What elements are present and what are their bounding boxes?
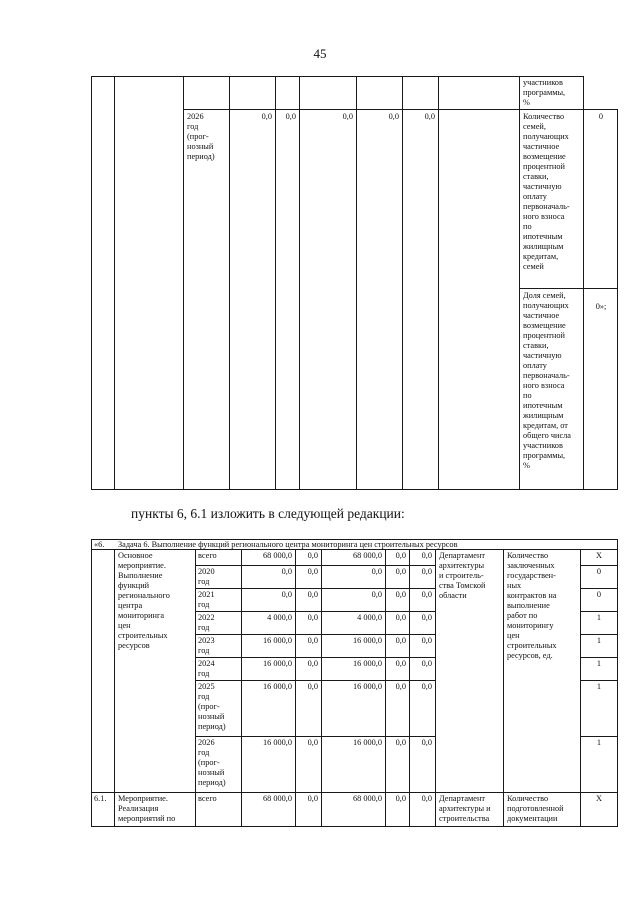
rule bbox=[583, 288, 618, 289]
rule bbox=[617, 539, 618, 827]
indicator-value: 0 bbox=[596, 590, 602, 599]
value-local: 0,0 bbox=[395, 551, 406, 560]
rule bbox=[583, 76, 584, 490]
indicator-continued: участников программы, % bbox=[523, 78, 566, 107]
rule bbox=[183, 109, 583, 110]
value-extra: 0,0 bbox=[421, 738, 432, 747]
page-number: 45 bbox=[313, 46, 327, 61]
value-total: 68 000,0 bbox=[262, 551, 292, 560]
year-cell: 2022 год bbox=[198, 613, 215, 632]
indicator-value: 1 bbox=[596, 659, 602, 668]
rule bbox=[195, 680, 435, 681]
value-total: 0,0 bbox=[281, 567, 292, 576]
task-number: «6. bbox=[94, 540, 105, 549]
value-federal: 0,0 bbox=[307, 551, 318, 560]
value-extra: 0,0 bbox=[421, 590, 432, 599]
year-cell: 2023 год bbox=[198, 636, 215, 655]
year-cell: 2021 год bbox=[198, 590, 215, 609]
value-local: 0,0 bbox=[395, 636, 406, 645]
rule bbox=[91, 826, 617, 827]
task-title: Задача 6. Выполнение функций регионального центра мониторинга цен строительных ресурсов bbox=[118, 540, 458, 549]
rule bbox=[195, 549, 196, 827]
value-total: 68 000,0 bbox=[262, 794, 292, 803]
value-federal: 0,0 bbox=[307, 794, 318, 803]
sub-event-title: Мероприятие. Реализация мероприятий по bbox=[118, 794, 176, 823]
rule bbox=[229, 76, 230, 490]
value-total: 0,0 bbox=[261, 112, 272, 121]
rule bbox=[275, 76, 276, 490]
rule bbox=[402, 76, 403, 490]
rule bbox=[617, 109, 618, 490]
rule bbox=[580, 611, 617, 612]
year-cell: 2020 год bbox=[198, 567, 215, 586]
value-regional: 68 000,0 bbox=[352, 551, 382, 560]
rule bbox=[519, 288, 583, 289]
sub-indicator: Количество подготовленной документации bbox=[507, 794, 564, 823]
indicator-value: 1 bbox=[596, 738, 602, 747]
value-regional: 4 000,0 bbox=[357, 613, 382, 622]
rule bbox=[241, 549, 242, 827]
value-regional: 16 000,0 bbox=[352, 738, 382, 747]
rule bbox=[580, 657, 617, 658]
rule bbox=[195, 657, 435, 658]
indicator-share: Доля семей, получающих частичное возмещение процентной ставки, частичную оплату первоначаль- ного взноса по ипотечным жилищным кредитам, от общего числа участников программы, % bbox=[523, 291, 571, 470]
value-federal: 0,0 bbox=[307, 613, 318, 622]
value-regional: 16 000,0 bbox=[352, 636, 382, 645]
value-federal: 0,0 bbox=[307, 659, 318, 668]
year-cell: всего bbox=[198, 794, 217, 803]
value-extra: 0,0 bbox=[421, 567, 432, 576]
sub-number: 6.1. bbox=[94, 794, 107, 803]
year-cell: 2025 год (прог- нозный период) bbox=[198, 682, 226, 731]
value-regional: 0,0 bbox=[371, 567, 382, 576]
rule bbox=[114, 549, 115, 827]
rule bbox=[580, 588, 617, 589]
main-event-title: Основное мероприятие. Выполнение функций регионального центра мониторинга цен строительных ресурсов bbox=[118, 551, 170, 650]
indicator-value: Х bbox=[596, 551, 602, 560]
instruction-text: пункты 6, 6.1 изложить в следующей редакции: bbox=[131, 506, 405, 521]
value-federal: 0,0 bbox=[307, 590, 318, 599]
rule bbox=[195, 634, 435, 635]
indicator-value: 1 bbox=[596, 636, 602, 645]
value-local: 0,0 bbox=[395, 659, 406, 668]
indicator-share-value: 0»; bbox=[595, 302, 607, 311]
indicator-cell: Количество заключенных государствен- ных контрактов на выполнение работ по мониторингу цен строительных ресурсов, ед. bbox=[507, 551, 557, 660]
rule bbox=[435, 549, 436, 827]
value-federal: 0,0 bbox=[307, 738, 318, 747]
value-total: 16 000,0 bbox=[262, 682, 292, 691]
value-extra: 0,0 bbox=[421, 659, 432, 668]
rule bbox=[295, 549, 296, 827]
value-federal: 0,0 bbox=[307, 682, 318, 691]
rule bbox=[580, 736, 617, 737]
value-regional: 16 000,0 bbox=[352, 659, 382, 668]
indicator-families-value: 0 bbox=[598, 112, 604, 121]
rule bbox=[385, 549, 386, 827]
value-federal: 0,0 bbox=[307, 636, 318, 645]
value-local: 0,0 bbox=[388, 112, 399, 121]
rule bbox=[356, 76, 357, 490]
rule bbox=[438, 76, 439, 490]
value-regional: 0,0 bbox=[342, 112, 353, 121]
value-regional: 16 000,0 bbox=[352, 682, 382, 691]
rule bbox=[195, 736, 435, 737]
rule bbox=[580, 565, 617, 566]
executor-cell: Департамент архитектуры и строитель- ства Томской области bbox=[439, 551, 486, 600]
sub-executor: Департамент архитектуры и строительства bbox=[439, 794, 491, 823]
indicator-value: Х bbox=[596, 794, 602, 803]
rule bbox=[580, 680, 617, 681]
indicator-families: Количество семей, получающих частичное возмещение процентной ставки, частичную оплату первоначаль- ного взноса по ипотечным жилищным кредитам, семей bbox=[523, 112, 570, 271]
rule bbox=[519, 76, 520, 490]
value-total: 16 000,0 bbox=[262, 636, 292, 645]
indicator-value: 1 bbox=[596, 682, 602, 691]
value-total: 4 000,0 bbox=[267, 613, 292, 622]
indicator-value: 0 bbox=[596, 567, 602, 576]
value-extra: 0,0 bbox=[421, 682, 432, 691]
year-cell: всего bbox=[198, 551, 217, 560]
rule bbox=[91, 792, 617, 793]
rule bbox=[195, 565, 435, 566]
rule bbox=[321, 549, 322, 827]
rule bbox=[583, 489, 618, 490]
value-local: 0,0 bbox=[395, 613, 406, 622]
value-extra: 0,0 bbox=[421, 794, 432, 803]
rule bbox=[91, 76, 583, 77]
rule bbox=[195, 611, 435, 612]
value-federal: 0,0 bbox=[285, 112, 296, 121]
value-local: 0,0 bbox=[395, 590, 406, 599]
value-local: 0,0 bbox=[395, 682, 406, 691]
rule bbox=[114, 76, 115, 490]
value-extra: 0,0 bbox=[424, 112, 435, 121]
value-extra: 0,0 bbox=[421, 636, 432, 645]
rule bbox=[195, 588, 435, 589]
value-local: 0,0 bbox=[395, 794, 406, 803]
rule bbox=[91, 489, 583, 490]
rule bbox=[580, 634, 617, 635]
year-cell: 2026 год (прог- нозный период) bbox=[198, 738, 226, 787]
rule bbox=[503, 549, 504, 827]
value-total: 16 000,0 bbox=[262, 738, 292, 747]
year-cell: 2026 год (прог- нозный период) bbox=[187, 112, 215, 161]
value-local: 0,0 bbox=[395, 567, 406, 576]
value-regional: 0,0 bbox=[371, 590, 382, 599]
value-total: 16 000,0 bbox=[262, 659, 292, 668]
year-cell: 2024 год bbox=[198, 659, 215, 678]
value-extra: 0,0 bbox=[421, 613, 432, 622]
indicator-value: 1 bbox=[596, 613, 602, 622]
rule bbox=[583, 109, 618, 110]
rule bbox=[91, 76, 92, 490]
rule bbox=[409, 549, 410, 827]
value-extra: 0,0 bbox=[421, 551, 432, 560]
value-federal: 0,0 bbox=[307, 567, 318, 576]
value-regional: 68 000,0 bbox=[352, 794, 382, 803]
rule bbox=[91, 539, 92, 827]
rule bbox=[299, 76, 300, 490]
rule bbox=[183, 76, 184, 490]
value-total: 0,0 bbox=[281, 590, 292, 599]
value-local: 0,0 bbox=[395, 738, 406, 747]
